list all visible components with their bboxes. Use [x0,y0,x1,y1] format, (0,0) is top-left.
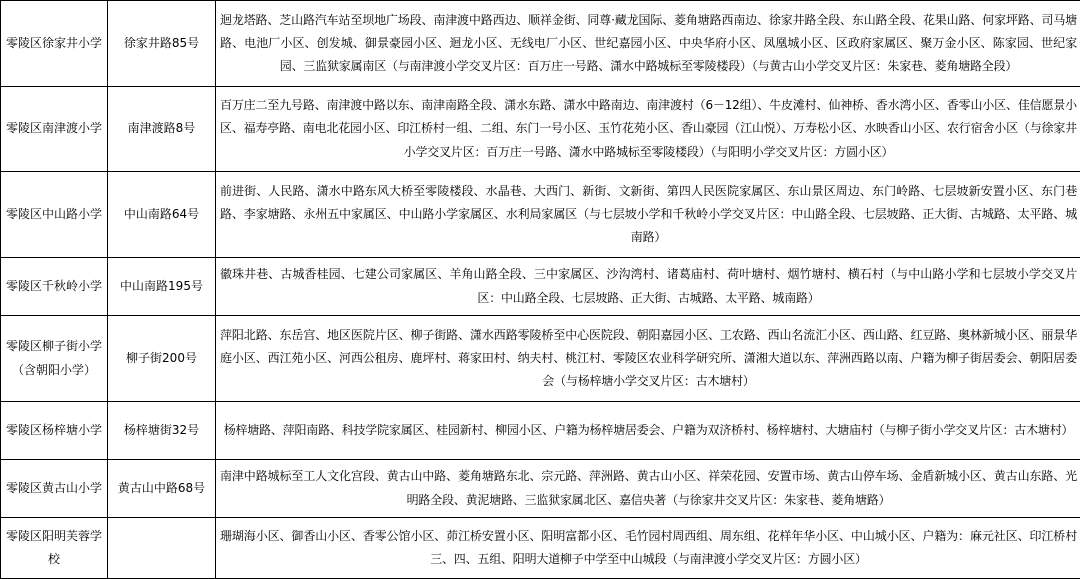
table-row [1,518,1080,579]
table-row [1,87,1080,172]
school-address: 杨梓塘街32号 [108,402,216,460]
enrollment-area: 前进街、人民路、潇水中路东风大桥至零陵楼段、水晶巷、大西门、新街、文新街、第四人民医院家属区、东山景区周边、东门岭路、七层坡新安置小区、东门巷路、李家塘路、永州五中家属区、中山路小学家属区、水利局家属区（与七层坡小学和千秋岭小学交叉片区：中山路全段、七层坡路、正大街、古城路、太平路、城南路） [216,172,1080,258]
school-address: 中山南路64号 [108,172,216,258]
school-address: 徐家井路85号 [108,1,216,87]
school-name: 零陵区千秋岭小学 [1,258,108,316]
school-address: 柳子街200号 [108,316,216,402]
enrollment-area: 迴龙塔路、芝山路汽车站至坝地广场段、南津渡中路西边、顺祥金街、同尊·藏龙国际、菱角塘路西南边、徐家井路全段、东山路全段、花果山路、何家坪路、司马塘路、电池厂小区、创发城、御景豪园小区、迴龙小区、无线电厂小区、世纪嘉园小区、中央华府小区、凤凰城小区、区政府家属区、聚万金小区、陈家园、世纪家园、三监狱家属南区（与南津渡小学交叉片区：百万庄一号路、潇水中路城标至零陵楼段）（与黄古山小学交叉片区：朱家巷、菱角塘路全段） [216,1,1080,87]
table-row [1,402,1080,460]
table-row [1,460,1080,518]
table-row [1,258,1080,316]
school-name: 零陵区柳子街小学 （含朝阳小学） [1,316,108,402]
school-name: 零陵区徐家井小学 [1,1,108,87]
enrollment-area: 百万庄二至九号路、南津渡中路以东、南津南路全段、潇水东路、潇水中路南边、南津渡村（6－12组）、牛皮滩村、仙神桥、香水湾小区、香零山小区、佳信愿景小区、福寿亭路、南电北花园小区、印江桥村一组、二组、东门一号小区、玉竹花苑小区、香山豪园（江山悦）、万寿松小区、水映香山小区、农行宿舍小区（与徐家井小学交叉片区：百万庄一号路、潇水中路城标至零陵楼段）（与阳明小学交叉片区：方圆小区） [216,87,1080,172]
school-name: 零陵区杨梓塘小学 [1,402,108,460]
table-row [1,172,1080,258]
enrollment-area: 杨梓塘路、萍阳南路、科技学院家属区、桂园新村、柳园小区、户籍为杨梓塘居委会、户籍为双济桥村、杨梓塘村、大塘庙村（与柳子街小学交叉片区：古木塘村） [216,402,1080,460]
enrollment-area: 徽珠井巷、古城香桂园、七建公司家属区、羊角山路全段、三中家属区、沙沟湾村、诸葛庙村、荷叶塘村、烟竹塘村、横石村（与中山路小学和七层坡小学交叉片区：中山路全段、七层坡路、正大街、古城路、太平路、城南路） [216,258,1080,316]
enrollment-area: 萍阳北路、东岳宫、地区医院片区、柳子街路、潇水西路零陵桥至中心医院段、朝阳嘉园小区、工农路、西山名流汇小区、西山路、红豆路、奥林新城小区、丽景华庭小区、西江苑小区、河西公租房、鹿坪村、蒋家田村、纳夫村、桃江村、零陵区农业科学研究所、潇湘大道以东、萍洲西路以南、户籍为柳子街居委会、朝阳居委会（与杨梓塘小学交叉片区：古木塘村） [216,316,1080,402]
table-row [1,316,1080,402]
school-name: 零陵区阳明芙蓉学 校 [1,518,108,579]
enrollment-area: 南津中路城标至工人文化宫段、黄古山中路、菱角塘路东北、宗元路、萍洲路、黄古山小区、祥荣花园、安置市场、黄古山停车场、金盾新城小区、黄古山东路、光明路全段、黄泥塘路、三监狱家属北区、嘉信央著（与徐家井交叉片区：朱家巷、菱角塘路） [216,460,1080,518]
school-name: 零陵区南津渡小学 [1,87,108,172]
school-address: 中山南路195号 [108,258,216,316]
table-row [1,1,1080,87]
enrollment-area: 珊瑚海小区、御香山小区、香零公馆小区、茆江桥安置小区、阳明富都小区、毛竹园村周西组、周东组、花样年华小区、中山城小区、户籍为：麻元社区、印江桥村三、四、五组、阳明大道柳子中学至中山城段（与南津渡小学交叉片区：方圆小区） [216,518,1080,579]
school-address: 黄古山中路68号 [108,460,216,518]
school-address: 南津渡路8号 [108,87,216,172]
school-address [108,518,216,579]
school-name: 零陵区黄古山小学 [1,460,108,518]
school-name: 零陵区中山路小学 [1,172,108,258]
